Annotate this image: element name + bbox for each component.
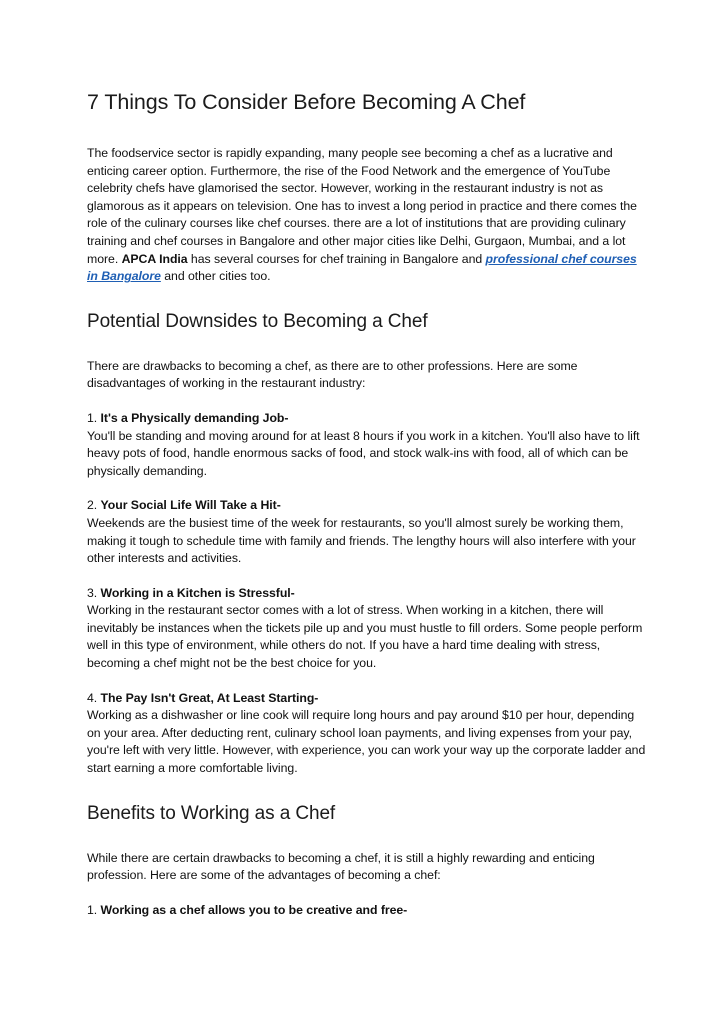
downsides-intro: There are drawbacks to becoming a chef, as there are to other professions. Here are some disadvantages of working in the restaurant industry: xyxy=(87,358,578,391)
list-item xyxy=(87,585,647,673)
list-item xyxy=(87,410,647,480)
item-text: You'll be standing and moving around for at least 8 hours if you work in a kitchen. You'll also have to lift heavy pots of food, handle enormous sacks of food, and stock walk-ins with food, all of which can be physically demanding. xyxy=(87,428,640,478)
intro-text: The foodservice sector is rapidly expanding, many people see becoming a chef as a lucrative and enticing career option. Furthermore, the rise of the Food Network and the emergence of YouTube celebrity chefs have glamorised the sector. However, working in the restaurant industry is not as glamorous as it appears on television. One has to invest a long period in practice and there comes the role of the culinary courses like chef courses. there are a lot of institutions that are providing culinary training and chef courses in Bangalore and other major cities like Delhi, Gurgaon, Mumbai, and a lot more. xyxy=(87,146,637,266)
item-number: 1. xyxy=(87,410,101,425)
list-item xyxy=(87,690,647,778)
benefits-heading: Benefits to Working as a Chef xyxy=(87,802,336,824)
list-item xyxy=(87,902,647,920)
benefits-intro: While there are certain drawbacks to becoming a chef, it is still a highly rewarding and enticing profession. Here are some of the advantages of becoming a chef: xyxy=(87,850,595,883)
item-text: Working in the restaurant sector comes with a lot of stress. When working in a kitchen, there will inevitably be instances when the tickets pile up and you must hustle to fill orders. Some people perform well in this type of environment, while others do not. If you have a hard time dealing with stress, becoming a chef might not be the best choice for you. xyxy=(87,603,643,671)
item-text: Working as a dishwasher or line cook will require long hours and pay around $10 per hour, depending on your area. After deducting rent, culinary school loan payments, and living expenses from your pay, you're left with very little. However, with experience, you can work your way up the corporate ladder and start earning a more comfortable living. xyxy=(87,708,646,776)
item-number: 4. xyxy=(87,690,101,705)
item-title: Working as a chef allows you to be creative and free- xyxy=(100,902,408,917)
downsides-heading: Potential Downsides to Becoming a Chef xyxy=(87,310,428,332)
item-number: 1. xyxy=(87,902,101,917)
item-number: 3. xyxy=(87,585,101,600)
list-item xyxy=(87,497,647,567)
chef-courses-link[interactable]: professional chef courses in Bangalore xyxy=(87,251,637,284)
item-text: Weekends are the busiest time of the week for restaurants, so you'll almost surely be working them, making it tough to schedule time with family and friends. The lengthy hours will also interfere with your other interests and activities. xyxy=(87,515,636,566)
intro-text-2: has several courses for chef training in Bangalore and xyxy=(187,251,486,266)
item-title: The Pay Isn't Great, At Least Starting- xyxy=(100,690,319,705)
page-title: 7 Things To Consider Before Becoming A Chef xyxy=(87,90,526,114)
item-title: Working in a Kitchen is Stressful- xyxy=(100,585,295,600)
item-title: Your Social Life Will Take a Hit- xyxy=(100,498,281,513)
item-title: It's a Physically demanding Job- xyxy=(100,410,289,425)
intro-text-3: and other cities too. xyxy=(160,269,271,284)
document-body xyxy=(87,88,647,919)
brand-name: APCA India xyxy=(121,251,188,266)
item-number: 2. xyxy=(87,498,101,513)
intro-paragraph xyxy=(87,145,647,286)
